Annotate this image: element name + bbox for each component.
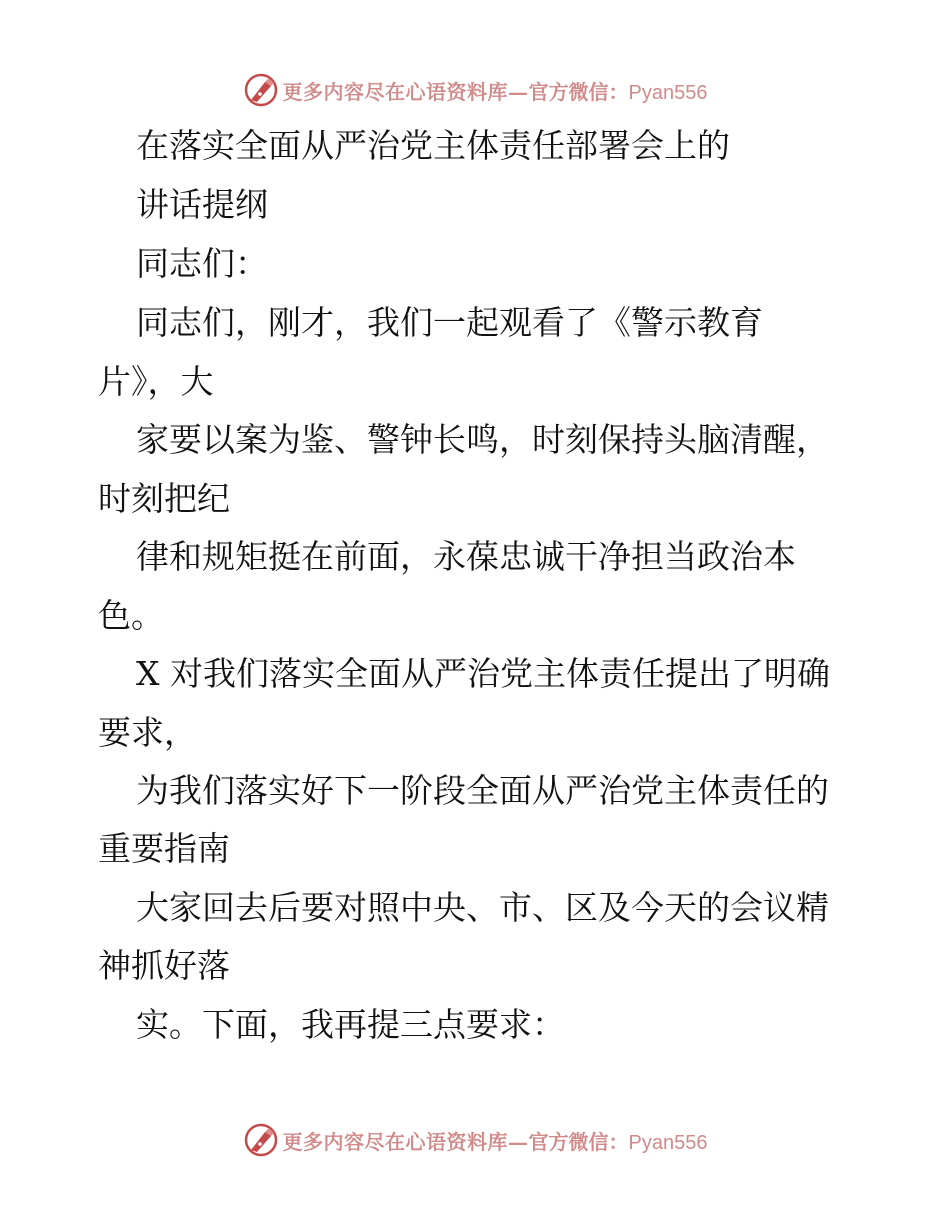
body-line-8: 律和规矩挺在前面，永葆忠诚干净担当政治本 — [136, 537, 796, 576]
body-line-12: 为我们落实好下一阶段全面从严治党主体责任的 — [136, 771, 829, 810]
body-line-1: 在落实全面从严治党主体责任部署会上的 — [136, 126, 730, 165]
body-line-11: 要求， — [98, 713, 197, 752]
banner-text: 更多内容尽在心语资料库— — [282, 1129, 529, 1154]
banner-text: 更多内容尽在心语资料库— — [282, 79, 529, 104]
banner-wechat-id: Pyan556 — [628, 81, 708, 104]
body-line-5: 片》，大 — [98, 362, 214, 401]
footer-watermark-banner — [0, 1120, 950, 1160]
body-line-9: 色。 — [98, 596, 164, 635]
pen-nib-logo-icon — [243, 1122, 279, 1158]
banner-wechat-label: 官方微信： — [528, 79, 629, 104]
body-line-14: 大家回去后要对照中央、市、区及今天的会议精 — [136, 888, 829, 927]
body-line-15: 神抓好落 — [98, 946, 230, 985]
body-line-4: 同志们，刚才，我们一起观看了《警示教育 — [136, 303, 763, 342]
body-line-2: 讲话提纲 — [136, 185, 268, 224]
banner-wechat — [529, 1126, 708, 1155]
body-line-7: 时刻把纪 — [98, 479, 230, 518]
pen-nib-logo-icon — [243, 72, 279, 108]
body-line-13: 重要指南 — [98, 829, 230, 868]
header-watermark-banner — [0, 70, 950, 110]
body-line-6: 家要以案为鉴、警钟长鸣，时刻保持头脑清醒， — [136, 420, 829, 459]
body-line-10: X 对我们落实全面从严治党主体责任提出了明确 — [136, 654, 830, 693]
banner-wechat — [529, 76, 708, 105]
banner-wechat-label: 官方微信： — [528, 1129, 629, 1154]
body-line-3: 同志们： — [136, 244, 268, 283]
body-line-16: 实。下面，我再提三点要求： — [136, 1005, 565, 1044]
banner-wechat-id: Pyan556 — [628, 1131, 708, 1154]
